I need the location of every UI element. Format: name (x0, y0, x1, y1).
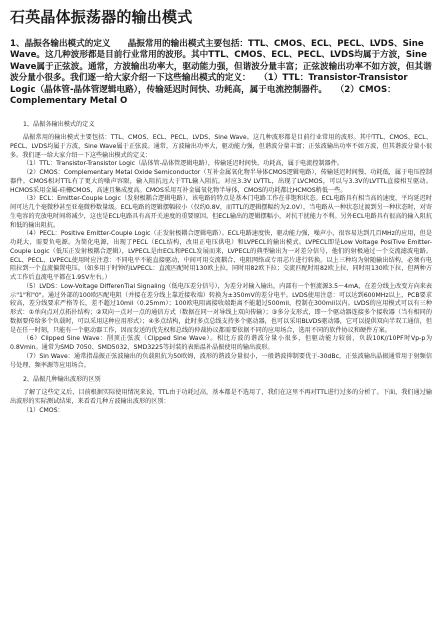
summary-block (10, 39, 432, 107)
body-paragraph: （3）ECL：Emitter-Couple Logic（发射极耦合逻辑电路），该电路的特点是基本门电路工作在非饱和状态。ECL电路具有相当高的速度，平均延迟时间可达几个毫微秒甚至亚毫微秒数量级。ECL电路的逻辑摆幅较小（仅约0.8V，而TTL的逻辑摆幅约为2.0V），当电路从一种状态过渡到另一种状态时，对寄生电容的充放电时间将减少，这也是ECL电路具有高开关速度的重要原因。但ECL输出的逻辑摆幅小，对抗干扰能力不利。另外ECL电路具有很高的输入阻抗和低的输出阻抗。 (10, 195, 432, 229)
body-paragraph: （7）Sin Wave：通常指晶振正弦波输出的负载阻抗为50欧姆，波形的谐波分量很小，一般谐波抑制要优于-30dBc，正弦波输出晶振通常用于射频信号处理、频率源等应用场合。 (10, 352, 432, 369)
summary-line: Logic（晶体管-晶体管逻辑电路），传输延迟时间快、功耗高，属于电流控制器件。 （2）CMOS： (10, 84, 396, 95)
summary-line: Wave属于正弦波。通常，方波输出功率大，驱动能力强，但谐波分量丰富；正弦波输出功率不如方波，但其谐 (10, 61, 432, 72)
body-paragraph: 晶振常用的输出模式主要包括：TTL、CMOS、ECL、PECL、LVDS、Sine Wave。这几种波形都是目前行业常用的波形。其中TTL、CMOS、ECL、PECL、LVDS均属于方波，Sine Wave属于正弦波。通常，方波输出功率大，驱动能力强，但谐波分量丰富；正弦波输出功率不如方波，但其谐波分量小很多。我们逐一给大家介绍一下这些输出模式的定义： (10, 134, 432, 159)
body-paragraph: 了解了这些定义后，目前根据实际使用情况来说，TTL由于功耗过高，基本都是不选用了，我们在这里不再对TTL进行过多的分析了。下面，我们通过输出波形的实际测试结果，来看看几种方波输出波形的区别： (10, 389, 432, 405)
summary-line: Complementary Metal O (10, 96, 128, 107)
summary-line: 1、晶振各输出模式的定义 晶振常用的输出模式主要包括：TTL、CMOS、ECL、PECL、LVDS、Sine (10, 39, 424, 49)
section-heading: 1、晶振各输出模式的定义 (23, 121, 95, 129)
article-body (10, 121, 432, 415)
body-paragraph: （6）Clipped Sine Wave：削顶正弦波（Clipped Sine Wave）。相比方波的谐波分量小很多，但驱动能力较弱，负载10K//10PF时Vp-p为0.8Vmin。通常为SMD 7050、SMD5032、SMD3225等封装的表贴温补晶振使用的输出波形。 (10, 335, 432, 352)
body-paragraph: （2）CMOS：Complementary Metal Oxide Semiconductor（互补金属氧化物半导体CMOS逻辑电路），传输延迟时间慢、功耗低，属于电压控制器件。CMOS相对TTL有了更大的噪声容限，输入阻抗远大于TTL输入阻抗。对应3.3V LVTTL，出现了LVCMOS，可以与3.3V的LVTTL直接相互驱动。HCMOS采用金属-硅栅CMOS，高速且集成度高。CMOS采用互补金属氧化物半导体，CMOS的功耗都比HCMOS稍低一些。 (10, 169, 432, 194)
page-title: 石英晶体振荡器的输出模式 (10, 8, 193, 26)
summary-line: Wave。这几种波形都是目前行业常用的波形。其中TTL、CMOS、ECL、PECL、LVDS均属于方波，Sine (10, 50, 427, 61)
body-paragraph: （1）TTL：Transistor-Transistor Logic（晶体管-晶体管逻辑电路），传输延迟时间快、功耗高，属于电流控制器件。 (23, 160, 343, 168)
body-paragraph: （1）CMOS： (23, 406, 64, 414)
body-paragraph: （4）PECL：Positive Emitter-Couple Logic（正发射极耦合逻辑电路）。ECL电路速度快，驱动能力强，噪声小，很容易达到几百MHz的应用，但是功耗大，需要负电源。为简化电源，出现了PECL（ECL结构，改用正电压供电）和LVPECL的输出模式。LVPECL即是Low Voltage PosiTive Emitter-Couple Logic（低压正发射极耦合逻辑），LVPECL是由ECL和PECL发展而来，LVPECL的典型输出为一对差分信号，他们的射极通过一个交流滤波电路。ECL、PECL、LVPECL使用时应注意：不同电平不能直接驱动，中间可用交流耦合、电阻网络或专用芯片进行转换。以上三种均为射随输出结构，必须有电阻拉到一个直流偏置电压。（如多用于时钟的LVPECL：直流匹配时用130欧上拉，同时用82欧下拉；交流匹配时用82欧上拉，同时用130欧下拉，但两种方式工作后直流电平都在1.95V左右。） (10, 230, 432, 282)
body-paragraph: （5）LVDS：Low-Voltage DifferenTial Signaling（低电压差分信号），为差分对输入输出，内部有一个恒流源3.5～4mA，在差分线上改变方向来表示"1"和"0"。通过外部的100欧匹配电阻（并接在差分线上靠近接收端）转换为±350mV的差分电平。LVDS使用注意：可以达到600MHz以上，PCB要求较高，差分线要求严格等长，差不超过10mil（0.25mm）；100欧电阻离接收端距离不能超过500mil，控制在300mil以内。LVDS的应用模式可以有三种形式：①单向点对点拓扑结构；②双向一点对一点的通信方式（数据在同一对导线上双向传输）；③多分支形式，即一个驱动器连接多个接收器（当有相同的数据要传给多个负载时，可以采用这种应用形式）；④多点结构，此时多点总线支持多个驱动器，也可以采用BLVDS驱动器，它可以提供双向半双工通信，但是在任一时刻，只能有一个驱动器工作，因而发送的优先权和总线的仲裁协议都需要依据不同的应用场合，选用不同的软件协议和硬件方案。 (10, 282, 432, 334)
section-heading: 2、晶振几种输出波形的区别 (23, 376, 101, 384)
summary-line: 波分量小很多。我们逐一给大家介绍一下这些输出模式的定义： （1）TTL：Transistor-Transistor (10, 73, 408, 84)
